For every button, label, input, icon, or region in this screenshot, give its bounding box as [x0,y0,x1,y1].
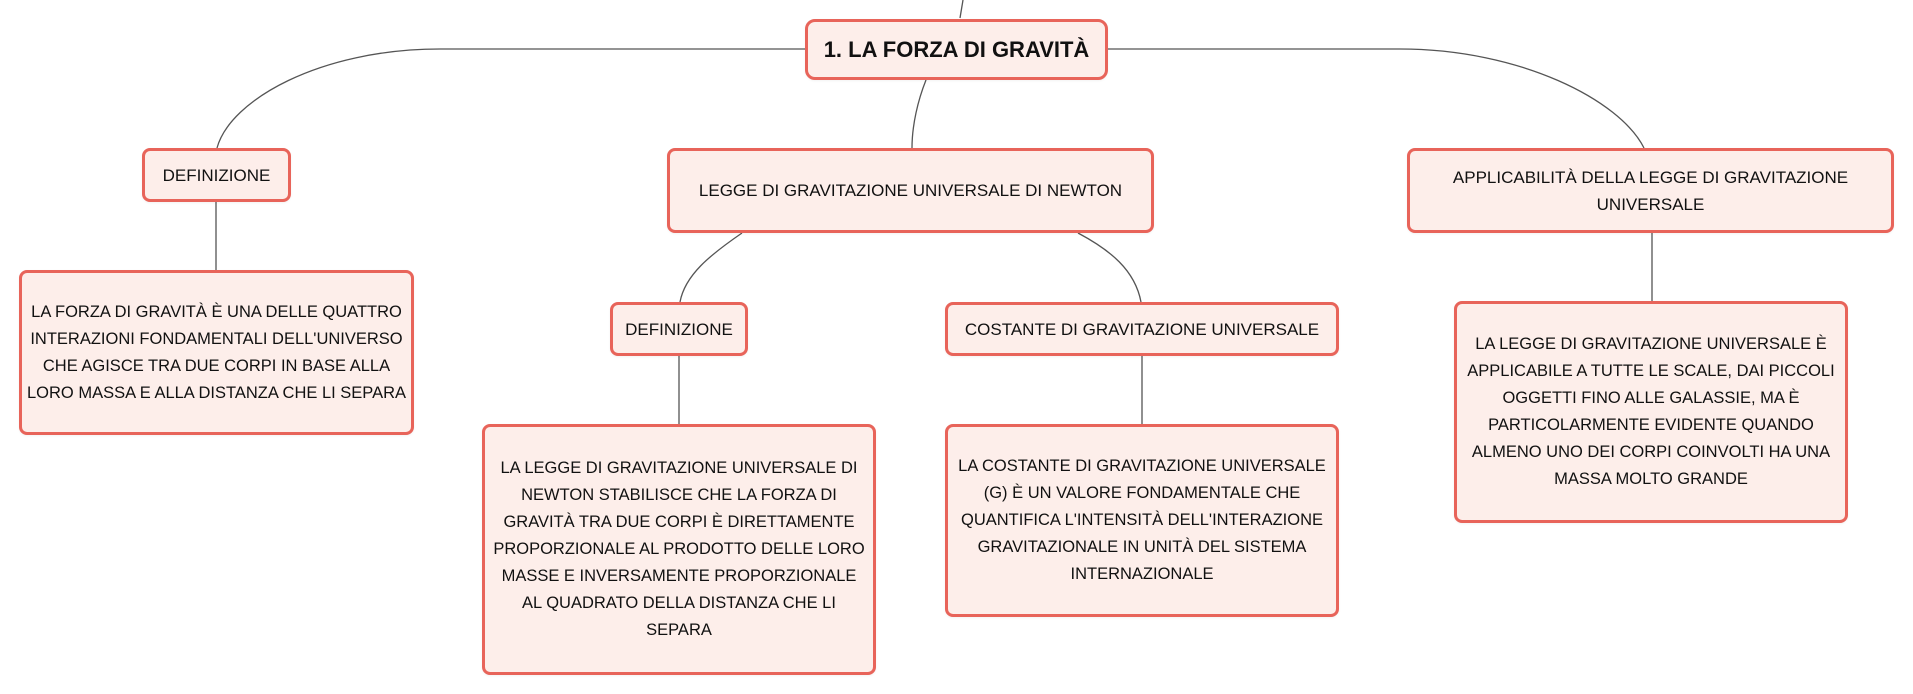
connector-root-to-applicabilita [1107,49,1644,148]
topic-costante-gravitazione-label: COSTANTE DI GRAVITAZIONE UNIVERSALE [964,319,1320,339]
topic-legge-newton-label: LEGGE DI GRAVITAZIONE UNIVERSALE DI NEWTON [698,181,1123,200]
topic-legge-newton[interactable] [667,148,1154,233]
connector-legge-to-costante [1078,233,1141,302]
connector-root-to-legge [912,80,926,148]
topic-applicabilita-label: APPLICABILITÀ DELLA LEGGE DI GRAVITAZIONE UNIVERSALE [1452,167,1849,214]
topic-costante-gravitazione[interactable] [945,302,1339,356]
topic-costante-gravitazione-detail[interactable] [945,424,1339,617]
topic-definizione-detail-text: LA FORZA DI GRAVITÀ È UNA DELLE QUATTRO INTERAZIONI FONDAMENTALI DELL'UNIVERSO CHE AGISCE TRA DUE CORPI IN BASE ALLA LORO MASSA E ALLA DISTANZA CHE LI SEPARA [26,302,407,402]
topic-applicabilita-detail[interactable] [1454,301,1848,523]
connector-root-to-definizione [217,49,806,148]
topic-legge-definizione-detail[interactable] [482,424,876,675]
connector-parent-to-root [960,0,963,18]
topic-costante-gravitazione-detail-text: LA COSTANTE DI GRAVITAZIONE UNIVERSALE (G) È UN VALORE FONDAMENTALE CHE QUANTIFICA L'INTENSITÀ DELL'INTERAZIONE GRAVITAZIONALE IN UNITÀ DEL SISTEMA INTERNAZIONALE [958,457,1326,583]
topic-applicabilita[interactable] [1407,148,1894,233]
topic-definizione-detail[interactable] [19,270,414,435]
topic-definizione[interactable] [142,148,291,202]
connector-legge-to-definizione [680,233,742,302]
topic-legge-definizione[interactable] [610,302,748,356]
topic-legge-definizione-label: DEFINIZIONE [625,319,733,339]
topic-legge-definizione-detail-text: LA LEGGE DI GRAVITAZIONE UNIVERSALE DI NEWTON STABILISCE CHE LA FORZA DI GRAVITÀ TRA DUE CORPI È DIRETTAMENTE PROPORZIONALE AL PRODOTTO DELLE LORO MASSE E INVERSAMENTE PROPORZIONALE AL QUADRATO DELLA DISTANZA CHE LI SEPARA [493,459,865,639]
root-topic-title: 1. LA FORZA DI GRAVITÀ [823,37,1090,62]
topic-definizione-label: DEFINIZIONE [162,165,271,185]
topic-applicabilita-detail-text: LA LEGGE DI GRAVITAZIONE UNIVERSALE È APPLICABILE A TUTTE LE SCALE, DAI PICCOLI OGGETTI FINO ALLE GALASSIE, MA È PARTICOLARMENTE EVIDENTE QUANDO ALMENO UNO DEI CORPI COINVOLTI HA UNA MASSA MOLTO GRANDE [1467,335,1835,488]
root-topic[interactable] [805,19,1108,80]
